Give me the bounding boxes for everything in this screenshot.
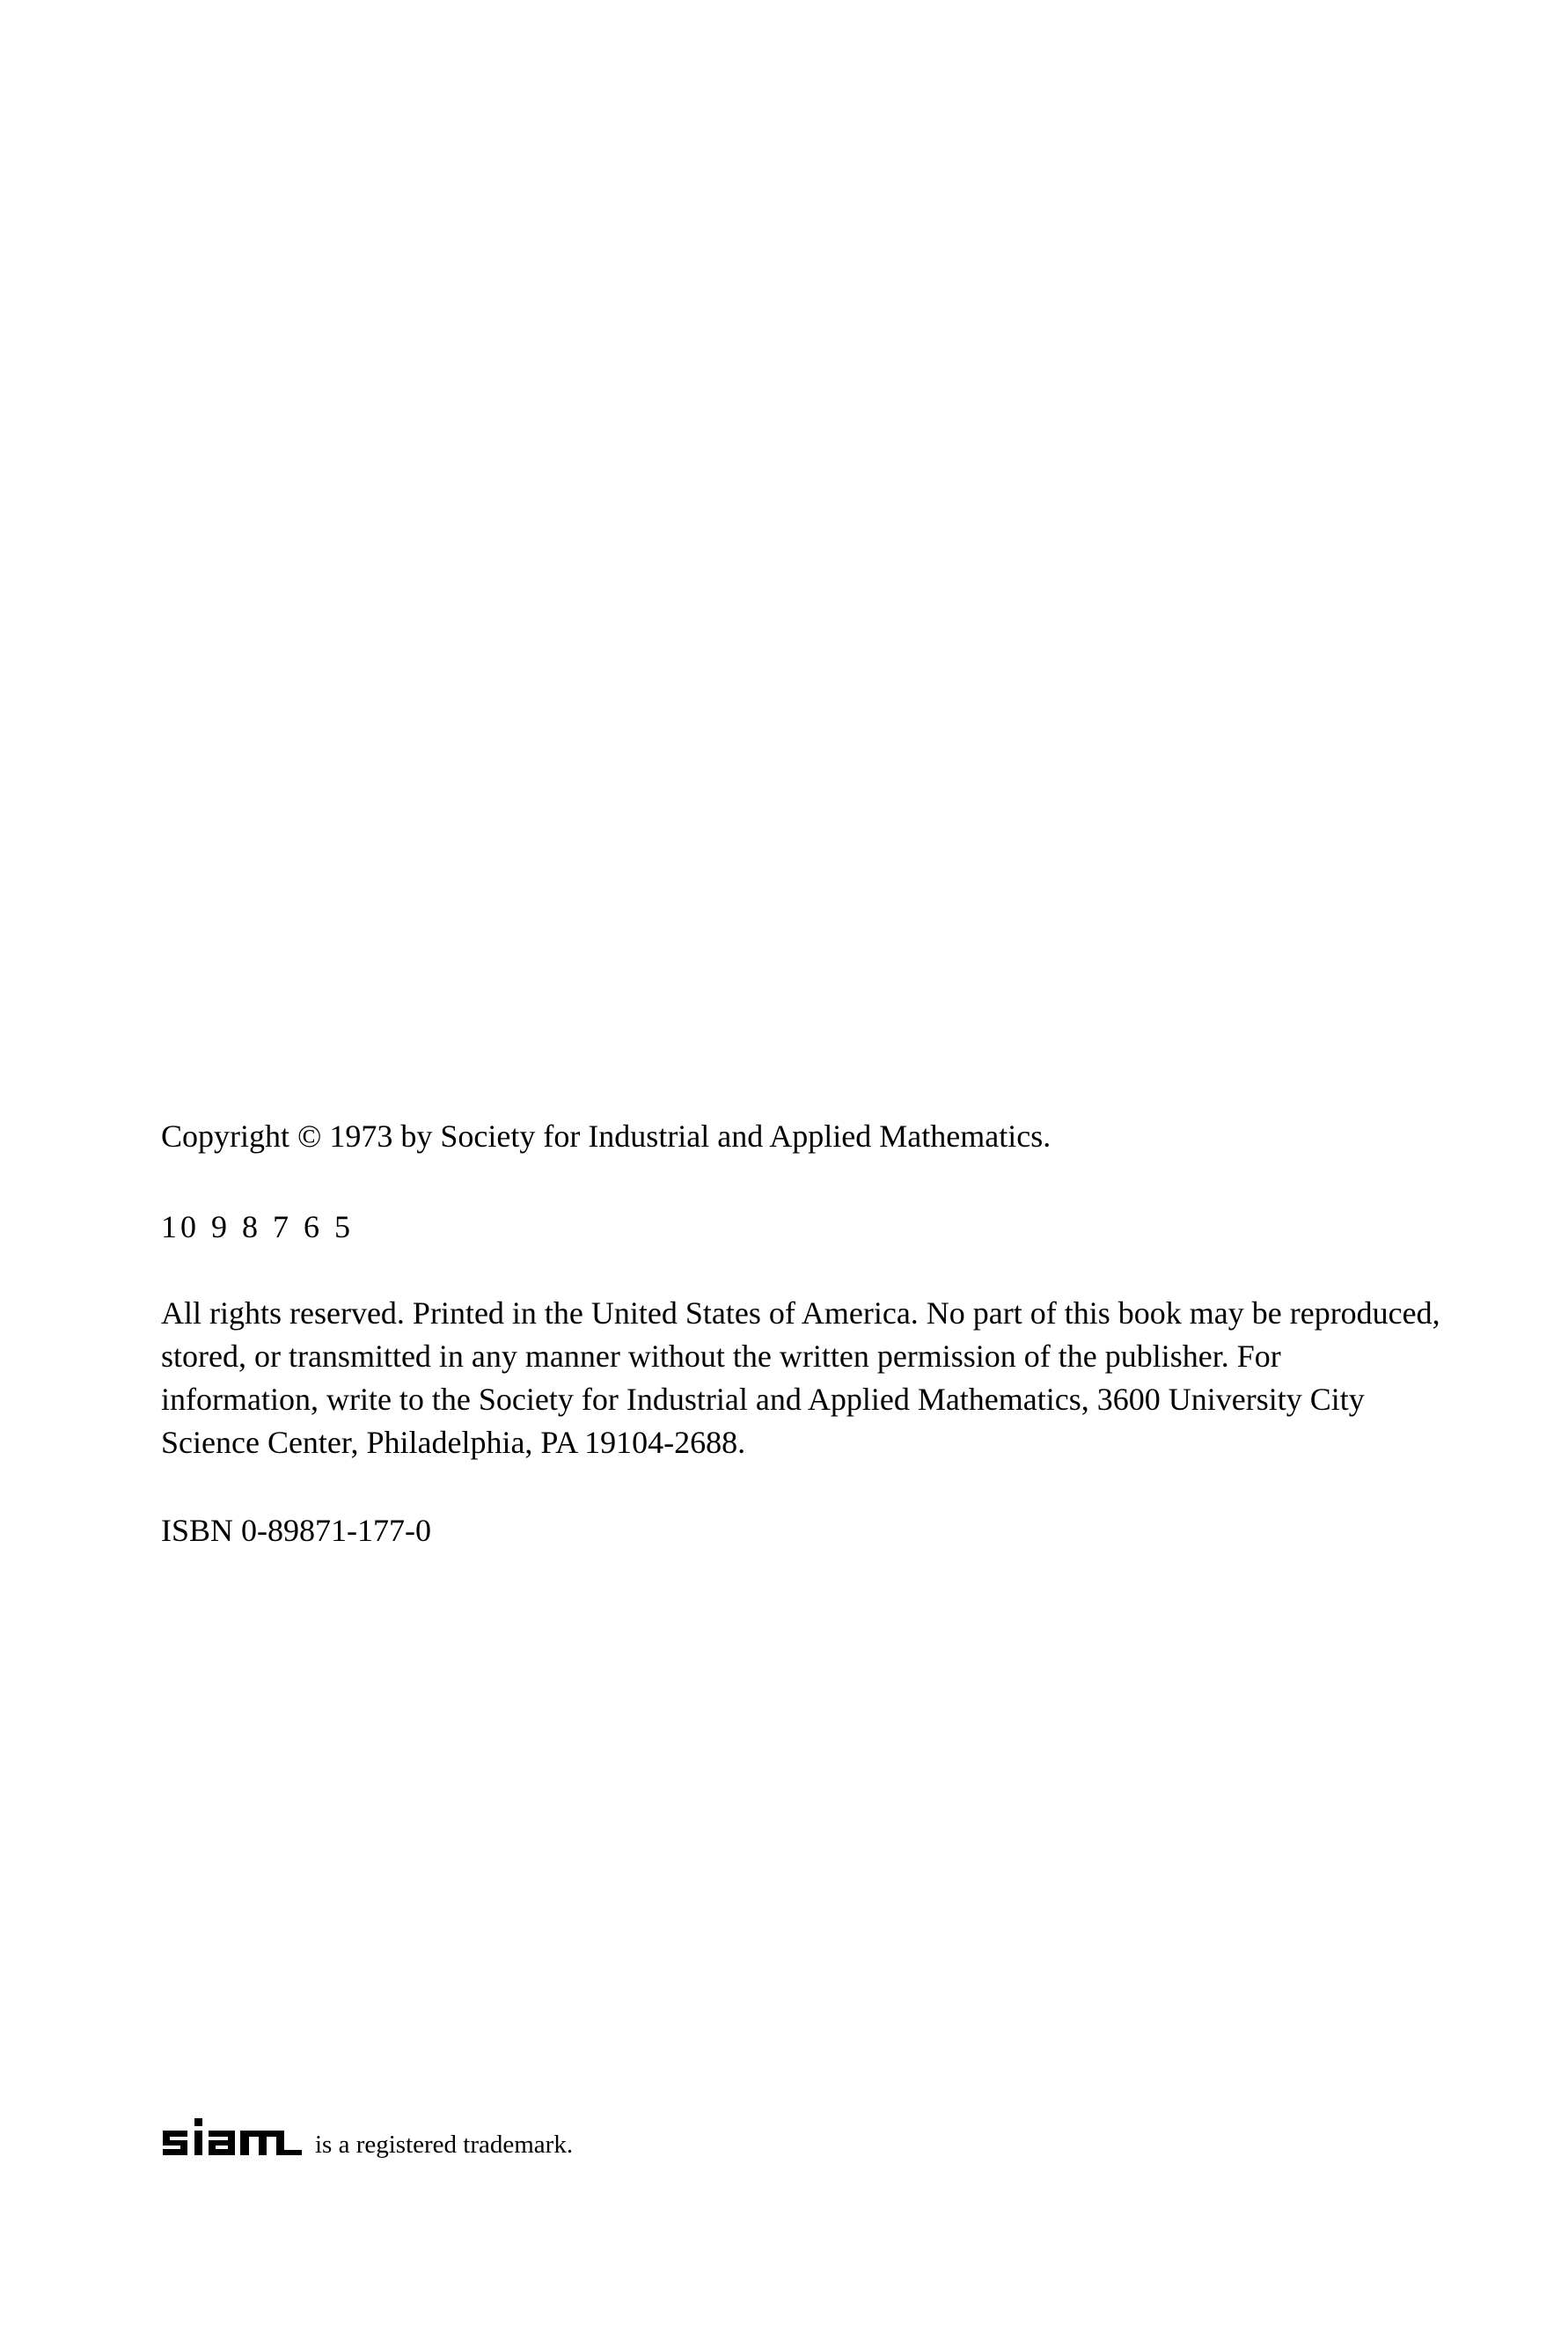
- rights-statement: All rights reserved. Printed in the United States of America. No part of this book may be reproduced, stored, or transmitted in any manner without the written permission of the publisher. For information, write to the Society for Industrial and Applied Mathematics, 3600 University City Science Center, Philadelphia, PA 19104-2688.: [161, 1295, 1440, 1460]
- isbn-number: ISBN 0-89871-177-0: [161, 1513, 431, 1548]
- copyright-notice: Copyright © 1973 by Society for Industrial and Applied Mathematics.: [161, 1119, 1051, 1154]
- trademark-notice: [161, 2116, 573, 2159]
- trademark-text: is a registered trademark.: [315, 2131, 574, 2159]
- siam-logo-icon: [161, 2116, 306, 2159]
- printing-number-line: 10 9 8 7 6 5: [161, 1209, 354, 1244]
